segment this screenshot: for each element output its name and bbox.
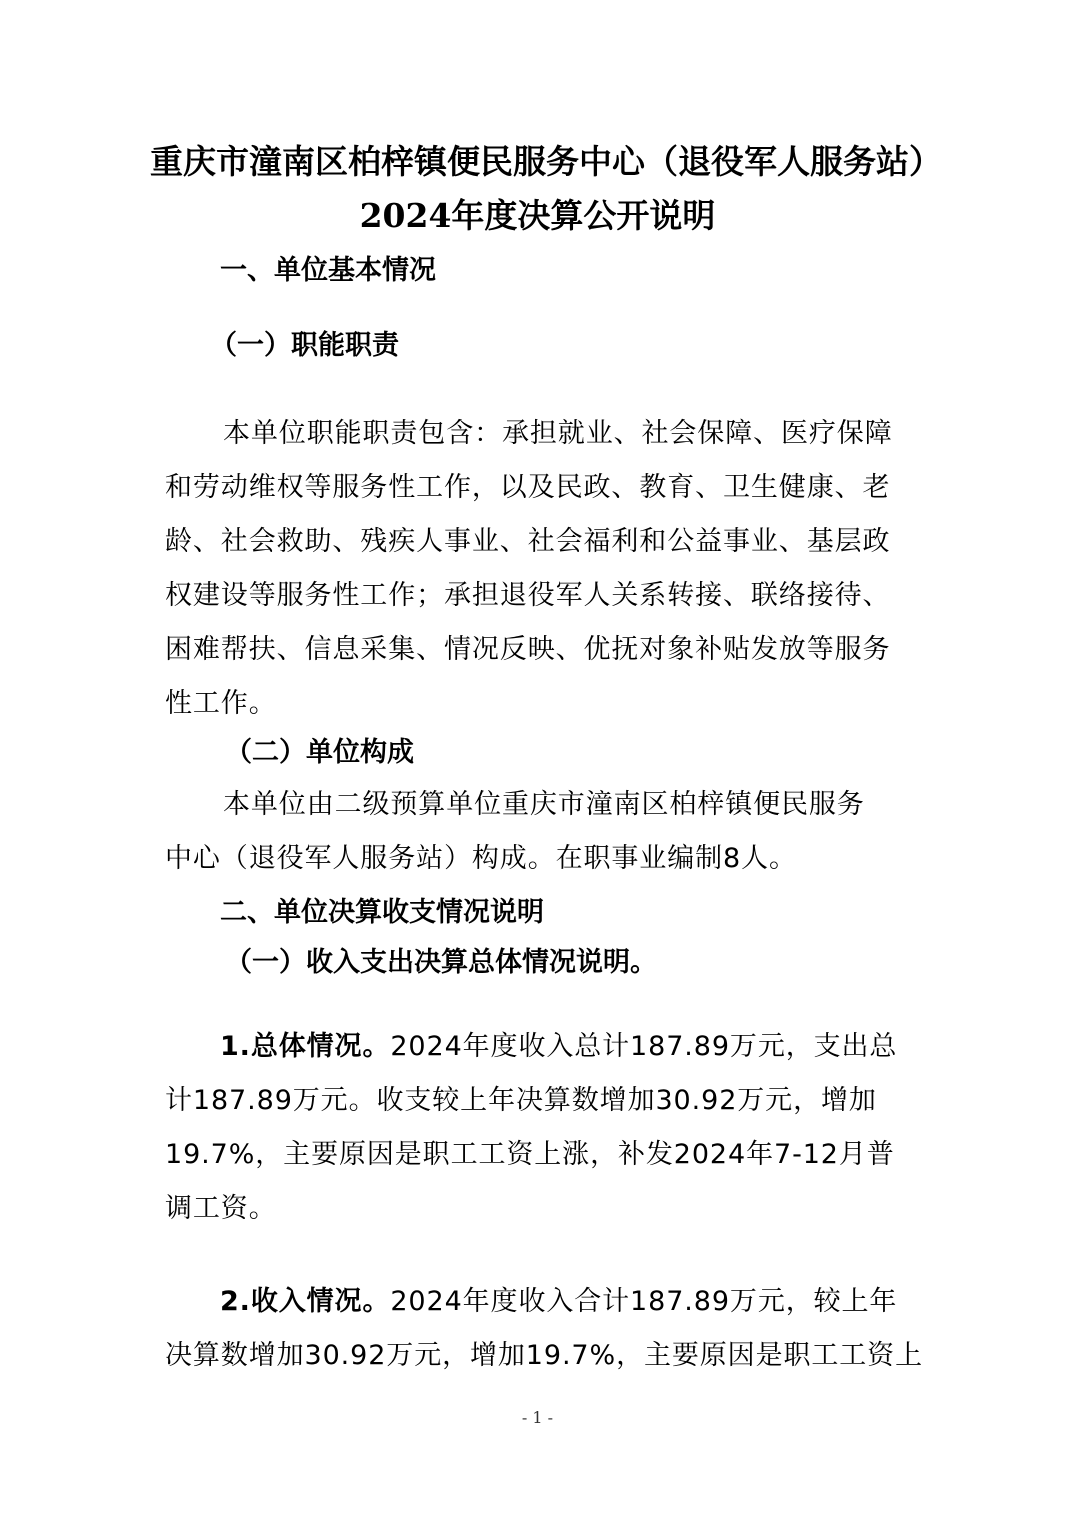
paragraph-line: 本单位由二级预算单位重庆市潼南区柏梓镇便民服务 — [223, 789, 865, 820]
paragraph-line: 龄、社会救助、残疾人事业、社会福利和公益事业、基层政 — [165, 526, 891, 557]
paragraph-line — [165, 1020, 915, 1074]
subsection-heading-functions: （一）职能职责 — [210, 330, 399, 361]
paragraph-line — [165, 1275, 915, 1329]
paragraph-line: 决算数增加30.92万元，增加19.7%，主要原因是职工工资上 — [165, 1340, 923, 1371]
subsection-heading-overall: （一）收入支出决算总体情况说明。 — [225, 947, 657, 978]
item-text: 2024年度收入总计187.89万元，支出总 — [390, 1031, 898, 1062]
paragraph-line: 权建设等服务性工作；承担退役军人关系转接、联络接待、 — [165, 580, 891, 611]
paragraph-line: 计187.89万元。收支较上年决算数增加30.92万元，增加 — [165, 1085, 877, 1116]
paragraph-overall-situation — [165, 1020, 915, 1236]
paragraph-line: 困难帮扶、信息采集、情况反映、优抚对象补贴发放等服务 — [165, 634, 891, 665]
paragraph-line: 19.7%，主要原因是职工工资上涨，补发2024年7-12月普 — [165, 1139, 895, 1170]
document-title-line-2: 2024年度决算公开说明 — [359, 196, 716, 235]
paragraph-line: 性工作。 — [165, 688, 277, 719]
section-heading-basic-info: 一、单位基本情况 — [220, 255, 436, 286]
paragraph-line: 中心（退役军人服务站）构成。在职事业编制8人。 — [165, 843, 797, 874]
item-text: 2024年度收入合计187.89万元，较上年 — [390, 1286, 898, 1317]
paragraph-composition — [165, 778, 915, 886]
page-number: - 1 - — [521, 1408, 554, 1427]
paragraph-line: 调工资。 — [165, 1193, 277, 1224]
paragraph-line: 和劳动维权等服务性工作，以及民政、教育、卫生健康、老 — [165, 472, 891, 503]
paragraph-functions — [165, 407, 915, 731]
paragraph-income-situation — [165, 1275, 923, 1383]
section-heading-budget-explanation: 二、单位决算收支情况说明 — [220, 897, 544, 928]
paragraph-line: 本单位职能职责包含：承担就业、社会保障、医疗保障 — [223, 418, 893, 449]
item-lead-overall: 1.总体情况。 — [220, 1031, 391, 1062]
subsection-heading-composition: （二）单位构成 — [225, 737, 414, 768]
document-title-line-1: 重庆市潼南区柏梓镇便民服务中心（退役军人服务站） — [150, 142, 942, 181]
item-lead-income: 2.收入情况。 — [220, 1286, 391, 1317]
